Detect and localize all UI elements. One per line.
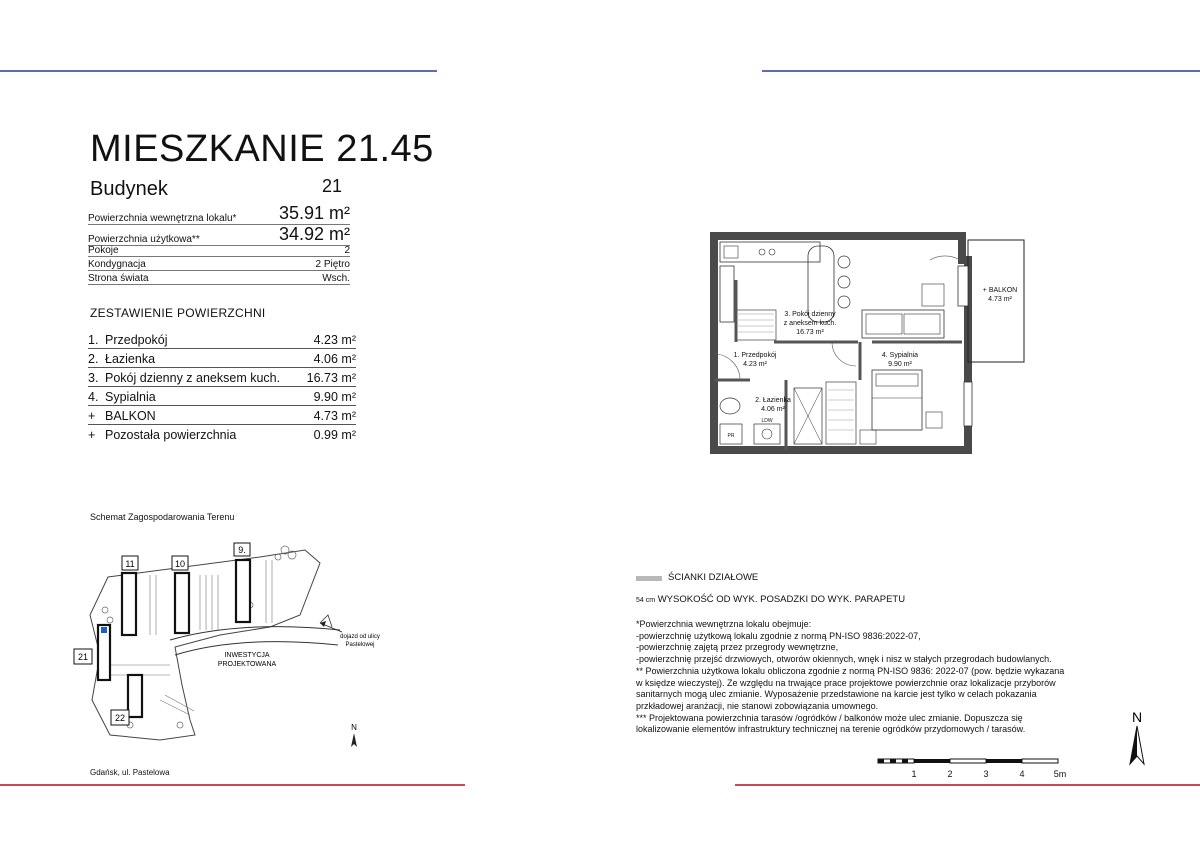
pillow (876, 374, 918, 386)
area-row (88, 409, 356, 425)
info-label: Strona świata (88, 273, 149, 284)
partition-wall-swatch (636, 576, 662, 581)
area-name: Pokój dzienny z aneksem kuch. (105, 371, 281, 385)
info-row (88, 203, 350, 225)
wardrobe-hatch (738, 314, 774, 332)
room-area: 4.23 m² (743, 361, 767, 368)
scale-label: 2 (947, 769, 953, 779)
fixture-label: PR (727, 433, 735, 439)
scale-fine-ticks (878, 759, 908, 763)
sink-icon (724, 246, 738, 258)
bedroom-door-arc (832, 342, 856, 366)
room-area: 16.73 m² (796, 329, 824, 336)
room-area: 9.90 m² (888, 361, 912, 368)
note-line: sanitarnych mogą ulec zmianie. Wyposażenie przedstawione na karcie jest tylko w celach pokazania (636, 689, 1037, 700)
room-name: 2. Łazienka (755, 397, 791, 404)
scale-segment (1022, 759, 1058, 763)
building-block-21 (98, 625, 110, 680)
info-row (88, 245, 350, 257)
room-area: 4.06 m² (761, 406, 785, 413)
scale-bar (872, 757, 1082, 781)
building-number: 10 (174, 559, 186, 569)
area-value: 4.23 m² (313, 333, 356, 347)
door-arc (930, 256, 960, 260)
building-block-11 (122, 573, 136, 635)
room-name: z aneksem kuch. (783, 320, 837, 327)
info-label: Pokoje (88, 245, 119, 256)
bed (872, 370, 922, 430)
room-name: 4. Sypialnia (881, 352, 919, 359)
scale-label: 3 (983, 769, 989, 779)
area-number: + (88, 428, 96, 442)
site-map (70, 535, 415, 760)
area-value: 4.06 m² (313, 352, 356, 366)
wardrobe (736, 310, 776, 340)
note-line: w księdze wieczystej). Ze względu na trwające prace projektowe powierzchnie oraz lokalizacje przyborów (636, 677, 1056, 688)
info-value: 35.91 m² (278, 203, 350, 223)
room-name: 3. Pokój dzienny (784, 311, 836, 318)
north-label: N (1131, 709, 1143, 725)
info-value: 2 (344, 245, 350, 256)
floor-plan (700, 230, 1040, 460)
area-name: BALKON (105, 409, 156, 423)
access-label: Pastelowej (345, 642, 375, 648)
area-name: Przedpokój (105, 333, 168, 347)
scale-label: 5m (1053, 769, 1067, 779)
note-line: -powierzchnię zajętą przez przegrody wewnętrzne, (636, 642, 839, 653)
area-row (88, 371, 356, 387)
north-arrow (1122, 708, 1152, 768)
location-text: Gdańsk, ul. Pastelowa (90, 768, 170, 777)
room-name: 1. Przedpokój (733, 352, 777, 359)
page-title: MIESZKANIE 21.45 (90, 128, 434, 170)
building-label: Budynek (90, 178, 168, 200)
info-row (88, 224, 350, 246)
info-row (88, 273, 350, 285)
building-number: 22 (114, 713, 126, 723)
building-number: 9. (238, 545, 246, 555)
area-row (88, 428, 356, 443)
area-number: 1. (88, 333, 99, 347)
area-number: + (88, 409, 96, 423)
bottom-rule-left (0, 784, 465, 786)
room-name: + BALKON (982, 287, 1018, 294)
scale-segment (950, 759, 986, 763)
area-name: Pozostała powierzchnia (105, 428, 237, 442)
info-label: Powierzchnia wewnętrzna lokalu* (88, 213, 237, 224)
building-block-10 (175, 573, 189, 633)
info-value: 34.92 m² (278, 224, 350, 244)
road-label: INWESTYCJA (224, 652, 270, 659)
note-line: lokalizowanie elementów infrastruktury technicznej na terenie ogródków przydomowych / tarasów. (636, 724, 1026, 735)
info-value: 2 Piętro (315, 259, 350, 270)
area-row (88, 390, 356, 406)
area-name: Sypialnia (105, 390, 156, 404)
info-label: Kondygnacja (88, 259, 146, 270)
note-line: *Powierzchnia wewnętrzna lokalu obejmuje: (636, 619, 812, 629)
hob-icon (759, 249, 765, 255)
info-value: Wsch. (322, 273, 350, 284)
note-line: *** Projektowana powierzchnia tarasów /ogródków / balkonów może ulec zmianie. Dopuszcza się (636, 712, 1023, 723)
sill-height-text: WYSOKOŚĆ OD WYK. POSADZKI DO WYK. PARAPETU (657, 594, 906, 605)
nightstand (926, 412, 942, 428)
site-north-arrow (351, 733, 357, 747)
washbasin-icon (754, 424, 780, 444)
scale-segment (986, 759, 1022, 763)
area-value: 16.73 m² (306, 371, 356, 385)
areas-heading: ZESTAWIENIE POWIERZCHNI (90, 306, 266, 320)
highlighted-unit (101, 627, 107, 633)
area-row (88, 333, 356, 349)
site-north-label: N (351, 723, 357, 732)
area-number: 3. (88, 371, 99, 385)
area-name: Łazienka (105, 352, 156, 366)
scale-label: 1 (911, 769, 917, 779)
note-line: ** Powierzchnia użytkowa lokalu obliczona zgodnie z normą PN-ISO 9836: 2022-07 (pow. będzie wykazana (636, 665, 1065, 676)
info-row (88, 259, 350, 271)
scale-label: 4 (1019, 769, 1025, 779)
hob-icon (769, 249, 775, 255)
fixture-label: LDW (761, 418, 773, 424)
notes (636, 619, 1146, 736)
top-rule-left (0, 70, 437, 72)
area-value: 9.90 m² (313, 390, 356, 404)
kitchen-counter (720, 242, 820, 262)
legend-walls-text: ŚCIANKI DZIAŁOWE (668, 572, 759, 583)
bedroom-wardrobe (826, 382, 856, 444)
area-value: 4.73 m² (313, 409, 356, 423)
toilet-icon (720, 398, 740, 414)
access-label: dojazd od ulicy (340, 634, 380, 640)
note-line: -powierzchnię użytkową lokalu zgodnie z normą PN-ISO 9836:2022-07, (636, 630, 921, 641)
legend-height (636, 594, 905, 605)
building-block-9 (236, 560, 250, 622)
area-row (88, 352, 356, 368)
top-rule-right (762, 70, 1200, 72)
desk-chair (860, 430, 876, 444)
road-edge (170, 627, 340, 640)
building-value: 21 (322, 176, 343, 196)
note-line: przkładowej aranżacji, nie stanowi zobowiązania umownego. (636, 700, 879, 711)
area-value: 0.99 m² (313, 428, 356, 442)
area-number: 2. (88, 352, 99, 366)
area-number: 4. (88, 390, 99, 404)
room-area: 4.73 m² (988, 296, 1012, 303)
scale-segment (914, 759, 950, 763)
bottom-rule-right (735, 784, 1200, 786)
road-label: PROJEKTOWANA (217, 661, 277, 668)
fridge-column (720, 266, 734, 322)
building-block-22 (128, 675, 142, 717)
site-map-title: Schemat Zagospodarowania Terenu (90, 512, 235, 522)
sill-height-value: 54 cm (636, 597, 656, 604)
building-number: 21 (77, 652, 89, 662)
bar-stools (838, 256, 850, 308)
building-number: 11 (125, 559, 135, 569)
info-label: Powierzchnia użytkowa** (88, 234, 200, 245)
side-table (922, 284, 944, 306)
note-line: -powierzchnię przejść drzwiowych, otworów okiennych, wnęk i nisz w stałych przegrodach budowlanych. (636, 654, 1052, 665)
